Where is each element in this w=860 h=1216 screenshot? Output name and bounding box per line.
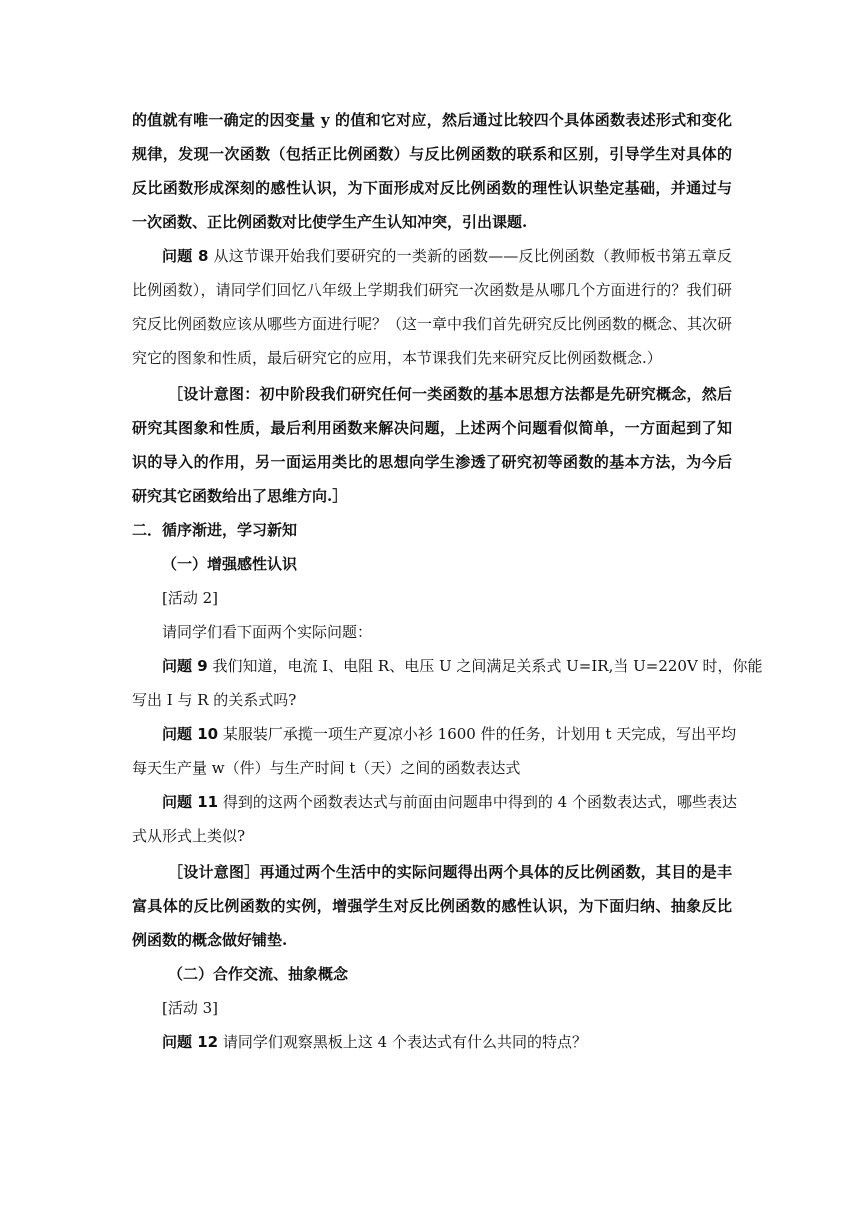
design-intent-line: ［设计意图：初中阶段我们研究任何一类函数的基本思想方法都是先研究概念，然后 [168, 385, 732, 403]
question-8-line: 比例函数），请同学们回忆八年级上学期我们研究一次函数是从哪几个方面进行的？我们研 [132, 281, 732, 299]
subsection-heading: （一）增强感性认识 [162, 555, 298, 573]
design-intent-line: 富具体的反比例函数的实例，增强学生对反比例函数的感性认识，为下面归纳、抽象反比 [132, 897, 732, 915]
paragraph-line: 一次函数、正比例函数对比使学生产生认知冲突，引出课题. [132, 213, 528, 231]
section-heading: 二．循序渐进，学习新知 [132, 521, 298, 539]
paragraph-line: 的值就有唯一确定的因变量 y 的值和它对应，然后通过比较四个具体函数表述形式和变化 [132, 111, 732, 129]
question-8-line: 究反比例函数应该从哪些方面进行呢？（这一章中我们首先研究反比例函数的概念、其次研 [132, 315, 733, 333]
question-8-line [162, 246, 732, 266]
design-intent-line: 研究其图象和性质，最后利用函数来解决问题，上述两个问题看似简单，一方面起到了知 [132, 419, 732, 437]
question-12-label: 问题 12 [162, 1033, 219, 1051]
design-intent-line: 研究其它函数给出了思维方向.］ [132, 487, 348, 505]
question-11-line: 式从形式上类似? [132, 827, 246, 845]
paragraph-line: 规律，发现一次函数（包括正比例函数）与反比例函数的联系和区别，引导学生对具体的 [132, 145, 732, 163]
activity-label: [活动 3] [162, 999, 219, 1017]
question-9-line [162, 656, 763, 676]
section-intro: 请同学们看下面两个实际问题： [162, 623, 373, 641]
question-10-text: 某服装厂承揽一项生产夏凉小衫 1600 件的任务，计划用 t 天完成，写出平均 [218, 725, 737, 743]
question-9-label: 问题 9 [162, 657, 208, 675]
question-8-line: 究它的图象和性质，最后研究它的应用，本节课我们先来研究反比例函数概念.） [132, 349, 662, 367]
question-8-text: 从这节课开始我们要研究的一类新的函数——反比例函数（教师板书第五章反 [208, 247, 732, 265]
question-9-line: 写出 I 与 R 的关系式吗? [132, 691, 297, 709]
question-8-label: 问题 8 [162, 247, 209, 265]
subsection-heading: （二）合作交流、抽象概念 [168, 965, 349, 983]
question-12-text: 请同学们观察黑板上这 4 个表达式有什么共同的特点？ [218, 1033, 587, 1051]
activity-label: [活动 2] [162, 589, 219, 607]
question-11-line [162, 792, 737, 812]
question-10-label: 问题 10 [162, 725, 219, 743]
question-11-text: 得到的这两个函数表达式与前面由问题串中得到的 4 个函数表达式，哪些表达 [218, 793, 737, 811]
question-11-label: 问题 11 [162, 793, 219, 811]
paragraph-line: 反比函数形成深刻的感性认识，为下面形成对反比例函数的理性认识垫定基础，并通过与 [132, 179, 732, 197]
question-10-line: 每天生产量 w（件）与生产时间 t（天）之间的函数表达式 [132, 759, 521, 777]
design-intent-line: ［设计意图］再通过两个生活中的实际问题得出两个具体的反比例函数，其目的是丰 [168, 863, 732, 881]
question-10-line [162, 724, 737, 744]
design-intent-line: 例函数的概念做好铺垫. [132, 931, 288, 949]
question-12-line [162, 1032, 587, 1052]
design-intent-line: 识的导入的作用，另一面运用类比的思想向学生渗透了研究初等函数的基本方法，为今后 [132, 453, 732, 471]
question-9-text: 我们知道，电流 I、电阻 R、电压 U 之间满足关系式 U=IR,当 U=220V 时，你能 [207, 657, 763, 675]
